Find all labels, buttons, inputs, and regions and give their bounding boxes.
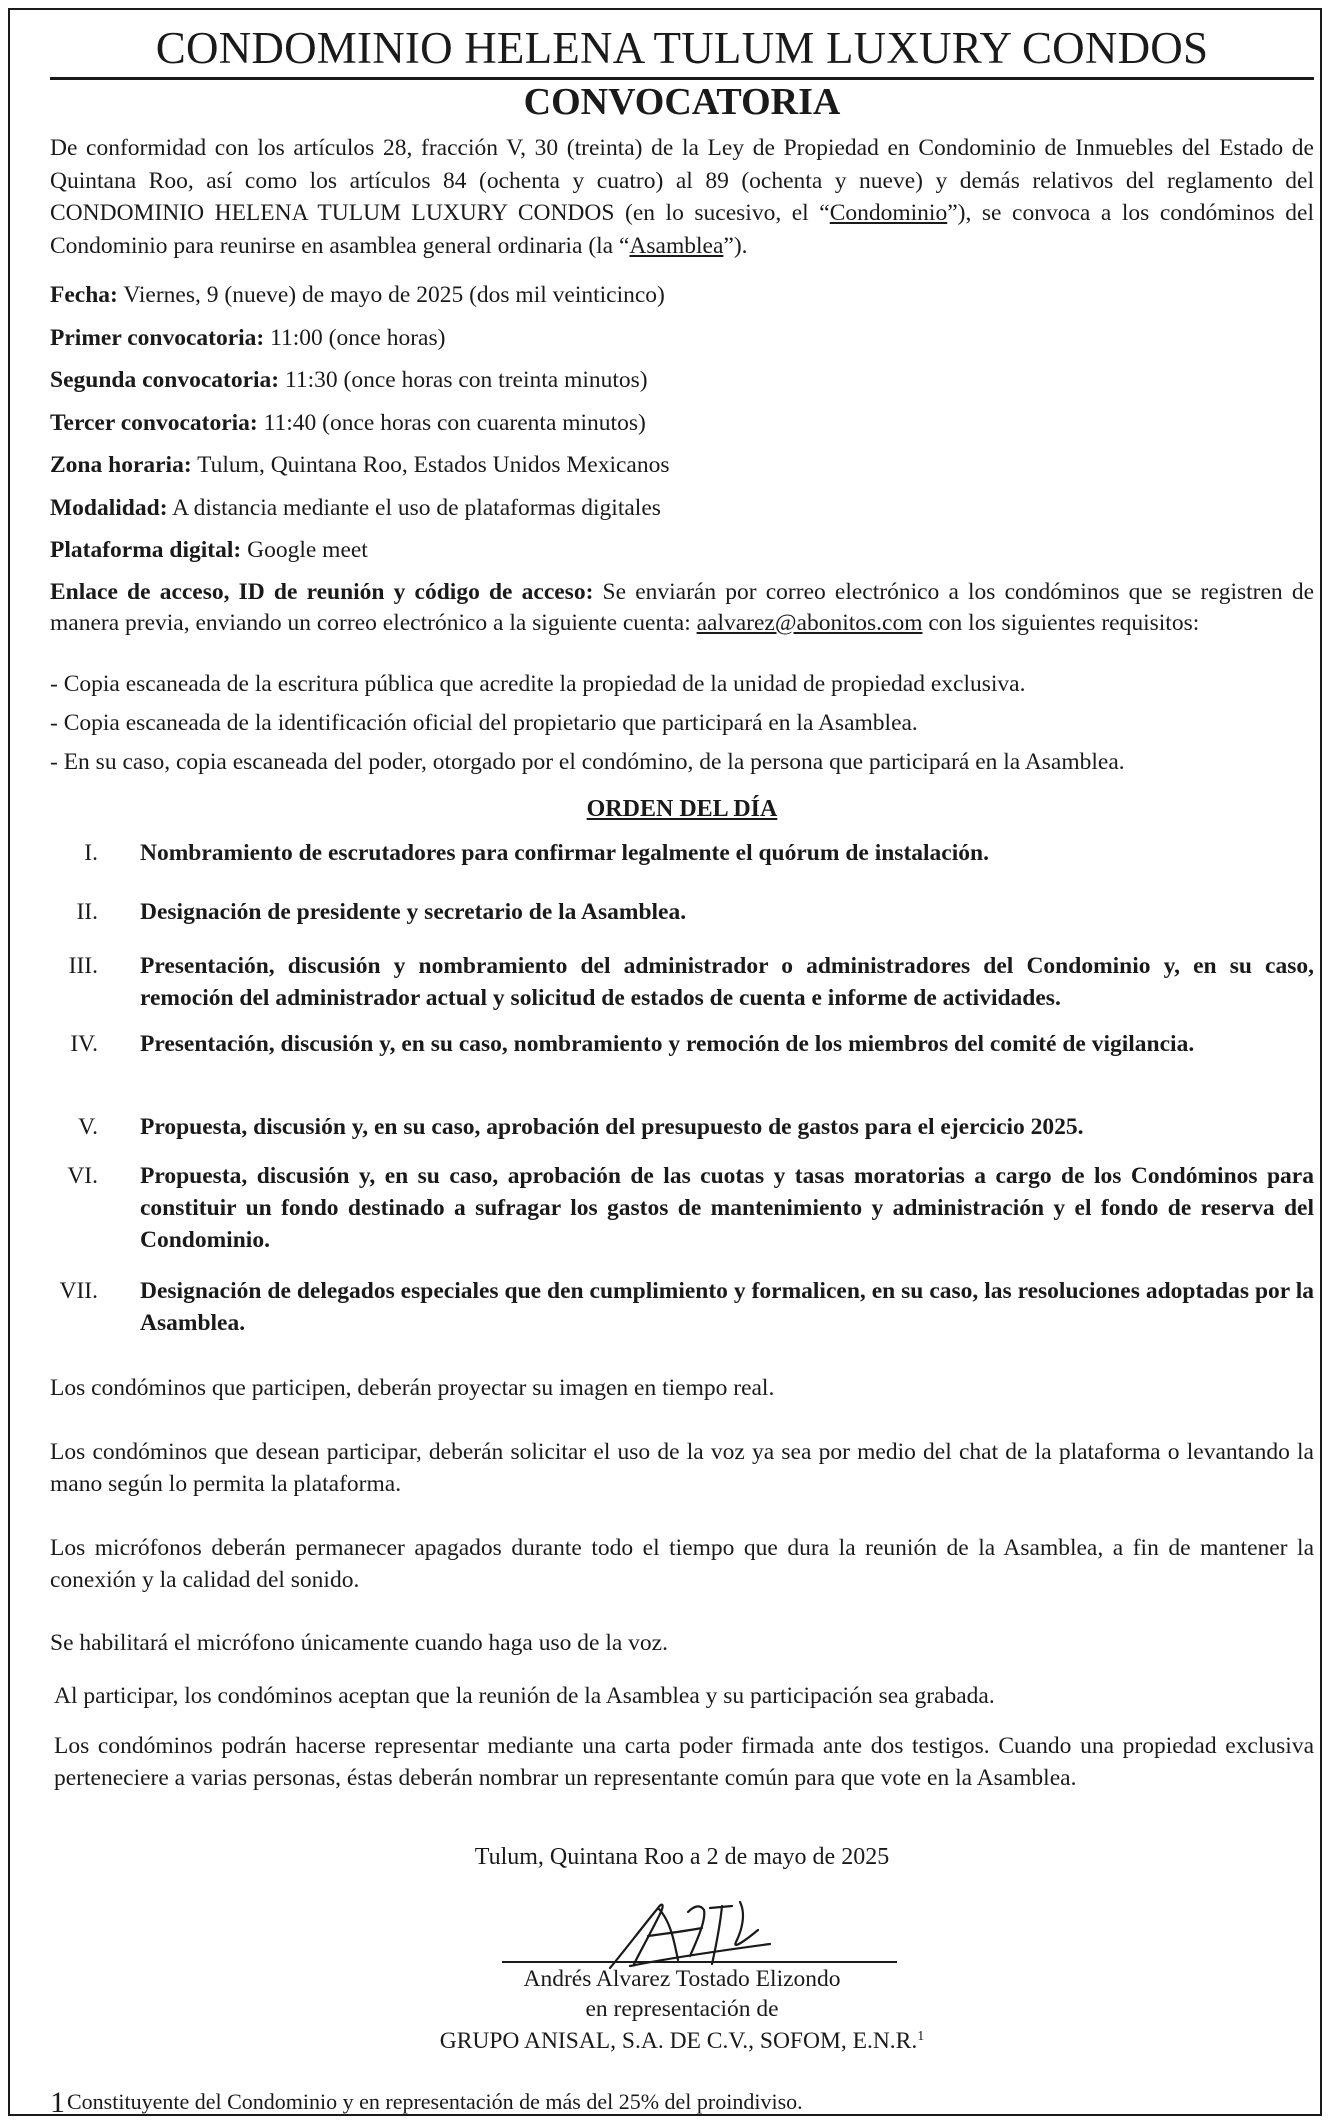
footnote-mark: 1 bbox=[50, 2086, 65, 2119]
field-label: Zona horaria: bbox=[50, 452, 192, 478]
access-paragraph bbox=[50, 577, 1314, 639]
intro-part-1: De conformidad con los artículos 28, fracción V, 30 (treinta) de la Ley de Propiedad en Condominio de Inmuebles del Estado de Quintana Roo, así como los artículos 84 (ochenta y cuatro) al 89 (ochenta y nueve) y demás relativos del reglamento del CONDOMINIO HELENA TULUM LUXURY CONDOS (en lo sucesivo, el “ bbox=[50, 135, 1314, 226]
field-date bbox=[50, 274, 1314, 317]
requirement-item: - En su caso, copia escaneada del poder, otorgado por el condómino, de la persona que participará en la Asamblea. bbox=[50, 749, 1125, 775]
notice-frame bbox=[8, 8, 1322, 2119]
field-second-call bbox=[50, 359, 1314, 402]
note-paragraph: Los condóminos que desean participar, deberán solicitar el uso de la voz ya sea por medio del chat de la plataforma o levantando la mano según lo permita la plataforma. bbox=[50, 1439, 1314, 1497]
requirement-item: - Copia escaneada de la identificación oficial del propietario que participará en la Asamblea. bbox=[50, 710, 918, 736]
signer-company bbox=[50, 2028, 1314, 2055]
agenda-item-number: II. bbox=[76, 899, 98, 925]
agenda-item-text: Propuesta, discusión y, en su caso, aprobación de las cuotas y tasas moratorias a cargo de los Condóminos para constituir un fondo destinado a sufragar los gastos de mantenimiento y administración y el fondo de reserva del Condominio. bbox=[140, 1163, 1314, 1253]
field-value: A distancia mediante el uso de plataformas digitales bbox=[167, 494, 661, 521]
agenda-item-number: I. bbox=[84, 840, 98, 866]
note-paragraph: Los condóminos que participen, deberán proyectar su imagen en tiempo real. bbox=[50, 1375, 775, 1401]
signer-role: en representación de bbox=[585, 1996, 779, 2022]
meeting-details bbox=[50, 274, 1314, 572]
access-text: Se enviarán por correo electrónico a los condóminos que se registren de manera previa, enviando un correo electrónico a la siguiente cuenta: bbox=[50, 579, 1314, 636]
intro-term-asamblea: Asamblea bbox=[629, 232, 724, 259]
field-label: Segunda convocatoria: bbox=[50, 367, 280, 393]
contact-email-link[interactable]: aalvarez@abonitos.com bbox=[696, 610, 923, 636]
intro-term-condominio: Condominio bbox=[829, 200, 948, 226]
agenda-item-text: Designación de delegados especiales que den cumplimiento y formalicen, en su caso, las resoluciones adoptadas por la Asamblea. bbox=[140, 1278, 1314, 1336]
footnote-text: Constituyente del Condominio y en representación de más del 25% del proindiviso. bbox=[67, 2089, 803, 2114]
agenda-item-number: IV. bbox=[70, 1031, 98, 1057]
field-modality bbox=[50, 487, 1314, 530]
field-platform bbox=[50, 529, 1314, 572]
field-value: 11:30 (once horas con treinta minutos) bbox=[279, 367, 648, 393]
place-and-date: Tulum, Quintana Roo a 2 de mayo de 2025 bbox=[474, 1844, 890, 1870]
signer-name: Andrés Alvarez Tostado Elizondo bbox=[523, 1966, 841, 1992]
agenda-item-number: III. bbox=[68, 953, 98, 979]
footnote bbox=[50, 2086, 1314, 2120]
field-value: Google meet bbox=[241, 537, 368, 563]
field-label: Plataforma digital: bbox=[50, 537, 242, 563]
access-text-2: con los siguientes requisitos: bbox=[922, 610, 1200, 636]
field-label: Tercer convocatoria: bbox=[50, 409, 258, 436]
agenda-item-text: Presentación, discusión y nombramiento del administrador o administradores del Condominio y, en su caso, remoción del administrador actual y solicitud de estados de cuenta e informe de actividades. bbox=[140, 953, 1314, 1011]
agenda-item-number: VI. bbox=[67, 1163, 98, 1189]
note-paragraph: Al participar, los condóminos aceptan que la reunión de la Asamblea y su participación sea grabada. bbox=[54, 1683, 995, 1709]
field-time-zone bbox=[50, 444, 1314, 487]
agenda-item-text: Presentación, discusión y, en su caso, nombramiento y remoción de los miembros del comité de vigilancia. bbox=[140, 1031, 1195, 1057]
agenda-item-number: VII. bbox=[59, 1278, 98, 1304]
field-value: 11:00 (once horas) bbox=[264, 324, 446, 351]
agenda-item-number: V. bbox=[78, 1114, 98, 1140]
notice-subtitle: CONVOCATORIA bbox=[523, 81, 841, 123]
field-third-call bbox=[50, 402, 1314, 445]
agenda-item-text: Propuesta, discusión y, en su caso, aprobación del presupuesto de gastos para el ejercicio 2025. bbox=[140, 1114, 1084, 1140]
requirements-list bbox=[50, 665, 1314, 782]
intro-part-3: ”). bbox=[723, 232, 748, 259]
requirement-item: - Copia escaneada de la escritura pública que acredite la propiedad de la unidad de propiedad exclusiva. bbox=[50, 671, 1026, 697]
footnote-reference: 1 bbox=[917, 2029, 925, 2044]
intro-part-2: ”), se convoca a los condóminos del Condominio para reunirse en asamblea general ordinaria (la “ bbox=[50, 200, 1314, 259]
field-value: Viernes, 9 (nueve) de mayo de 2025 (dos mil veinticinco) bbox=[117, 282, 665, 308]
field-first-call bbox=[50, 317, 1314, 360]
field-label: Modalidad: bbox=[50, 494, 168, 521]
note-paragraph: Los condóminos podrán hacerse representar mediante una carta poder firmada ante dos testigos. Cuando una propiedad exclusiva perteneciere a varias personas, éstas deberán nombrar un representante común para que vote en la Asamblea. bbox=[54, 1733, 1314, 1791]
agenda-item-text: Designación de presidente y secretario de la Asamblea. bbox=[140, 899, 687, 925]
company-name: GRUPO ANISAL, S.A. DE C.V., SOFOM, E.N.R. bbox=[439, 2028, 918, 2054]
agenda-item-text: Nombramiento de escrutadores para confirmar legalmente el quórum de instalación. bbox=[140, 840, 989, 866]
condominium-title: CONDOMINIO HELENA TULUM LUXURY CONDOS bbox=[155, 23, 1209, 73]
note-paragraph: Se habilitará el micrófono únicamente cuando haga uso de la voz. bbox=[50, 1630, 668, 1656]
field-label: Fecha: bbox=[50, 282, 118, 308]
field-label: Primer convocatoria: bbox=[50, 324, 265, 351]
access-label: Enlace de acceso, ID de reunión y código de acceso: bbox=[50, 579, 594, 605]
note-paragraph: Los micrófonos deberán permanecer apagados durante todo el tiempo que dura la reunión de la Asamblea, a fin de mantener la conexión y la calidad del sonido. bbox=[50, 1535, 1314, 1593]
signature-line bbox=[502, 1961, 897, 1963]
field-value: 11:40 (once horas con cuarenta minutos) bbox=[257, 409, 646, 436]
intro-paragraph bbox=[50, 132, 1314, 262]
field-value: Tulum, Quintana Roo, Estados Unidos Mexicanos bbox=[191, 452, 670, 478]
agenda-title: ORDEN DEL DÍA bbox=[586, 796, 778, 822]
